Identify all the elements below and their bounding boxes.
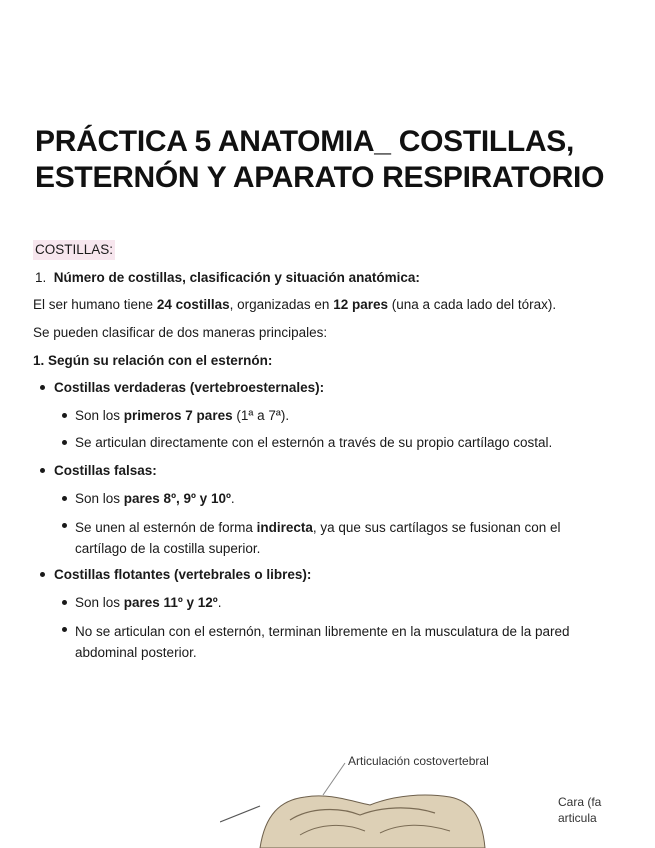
item-text-end: . [230,491,235,506]
item-bullet [62,496,67,501]
group-title [54,462,157,480]
list-item [75,621,590,663]
item-text: Son los [75,408,124,423]
group-title-text: Costillas flotantes (vertebrales o libres): [54,567,312,582]
classify-paragraph: Se pueden clasificar de dos maneras principales: [33,325,328,340]
intro-paragraph [33,296,556,314]
item-text-end: . [217,595,222,610]
group-title-text: Costillas falsas: [54,463,157,478]
joint-leader-line [323,763,345,795]
label-face-1: Cara (fa [558,795,602,809]
intro-bold-2: 12 pares [333,297,388,312]
group-bullet [40,572,45,577]
list-item [75,517,590,559]
item-bullet [62,523,67,528]
question-1 [35,269,420,287]
item-bullet [62,600,67,605]
label-face-2: articula [558,811,597,825]
list-item [75,490,235,508]
rib-illustration [220,745,655,848]
vertebra-shape [260,795,485,848]
item-bullet [62,627,67,632]
group-title [54,379,324,397]
group-title-text: Costillas verdaderas (vertebroesternales): [54,380,325,395]
item-text: No se articulan con el esternón, terminan libremente en la musculatura de la pared abdominal posterior. [75,624,570,660]
question-number: 1. [35,270,47,285]
intro-pre: El ser humano tiene [33,297,157,312]
item-text: Se articulan directamente con el esternón a través de su propio cartílago costal. [75,435,553,450]
item-text-end: , ya que sus cartílagos se fusionan con el cartílago de la costilla superior. [75,520,561,556]
item-text: Se unen al esternón de forma [75,520,257,535]
question-heading: Número de costillas, clasificación y situación anatómica: [53,270,420,285]
section-label: COSTILLAS: [33,240,115,260]
item-bullet [62,440,67,445]
list-item [75,594,221,612]
sub-heading [33,352,272,370]
group-bullet [40,468,45,473]
item-text-end: (1ª a 7ª). [232,408,290,423]
item-text: Son los [75,595,124,610]
item-bold: indirecta [256,520,313,535]
item-bold: pares 11º y 12º [123,595,218,610]
page-title: PRÁCTICA 5 ANATOMIA_ COSTILLAS, ESTERNÓN Y APARATO RESPIRATORIO [35,125,605,194]
item-bold: primeros 7 pares [123,408,233,423]
item-bullet [62,413,67,418]
label-costovertebral-joint: Articulación costovertebral [348,754,489,768]
item-text: Son los [75,491,124,506]
sub-heading-text: 1. Según su relación con el esternón: [33,353,273,368]
group-bullet [40,385,45,390]
list-item [75,407,289,425]
left-leader-line [220,806,260,822]
intro-post: (una a cada lado del tórax). [388,297,557,312]
intro-bold-1: 24 costillas [156,297,230,312]
group-title [54,566,311,584]
item-bold: pares 8º, 9º y 10º [123,491,231,506]
intro-mid: , organizadas en [229,297,334,312]
list-item [75,434,552,452]
